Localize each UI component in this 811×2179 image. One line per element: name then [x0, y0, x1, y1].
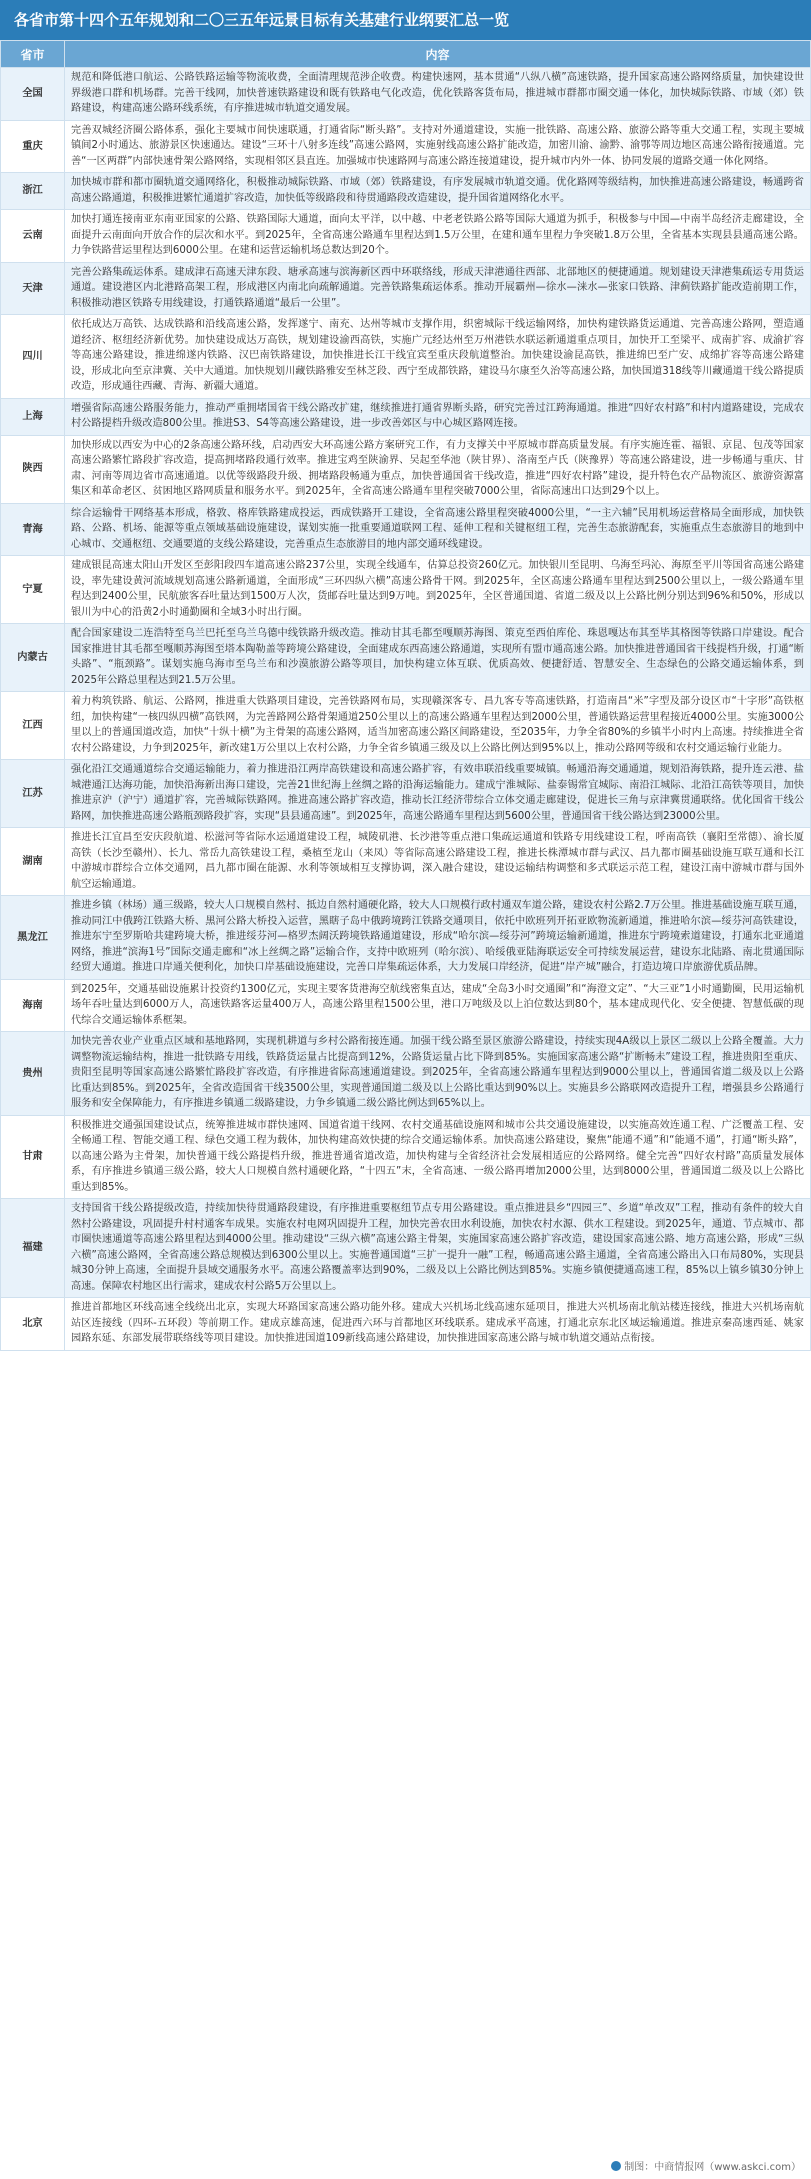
table-row [1, 692, 811, 760]
content-cell: 综合运输骨干网络基本形成，格敦、格库铁路建成投运，西成铁路开工建设，全省高速公路里程突破4000公里，“一主六辅”民用机场运营格局全面形成，加快铁路、公路、机场、能源等重点领域基础设施建设，谋划实施一批重要通道联网工程、延伸工程和关键枢纽工程，完善生态旅游配套，实施重点生态旅游目的地到中心城市、交通枢纽、交通要道的支线公路建设，完善重点生态旅游目的地内部交通环线建设。 [65, 503, 811, 556]
province-cell: 湖南 [1, 828, 65, 896]
table-row [1, 210, 811, 263]
source-text: 制图：中商情报网（www.askci.com） [624, 2162, 801, 2173]
province-cell: 贵州 [1, 1032, 65, 1116]
source-credit [611, 2158, 801, 2173]
content-cell: 支持国省干线公路提级改造，持续加快待贯通路段建设，有序推进重要枢纽节点专用公路建设。重点推进县乡“四园三”、乡道“单改双”工程，推动有条件的较大自然村公路建设，巩固提升村村通客车成果。实施农村电网巩固提升工程，加快完善农田水利设施，加快农村水源、供水工程建设。到2025年，通道、节点城市、都市圈快速通道等高速公路里程达到4000公里。推动建设“三纵六横”高速公路主骨架，实施国家高速公路扩容改造，建设国家高速公路、地方高速公路，形成“三纵六横”高速公路网，全省高速公路总规模达到6300公里以上。实施普通国道“三扩一提升一融”工程，畅通高速公路主通道，全省高速公路出入口布局80%，实现县城30分钟上高速，全面提升县域交通服务水平。高速公路覆盖率达到90%，二级及以上公路比例达到85%。实施乡镇便捷通高速工程，85%以上镇乡镇30分钟上高速。保障农村地区出行需求，建成农村公路5万公里以上。 [65, 1199, 811, 1298]
province-cell: 青海 [1, 503, 65, 556]
table-header-row [1, 41, 811, 68]
table-row [1, 1115, 811, 1199]
table-row [1, 120, 811, 173]
content-cell: 强化沿江交通通道综合交通运输能力，着力推进沿江两岸高铁建设和高速公路扩容，有效串联沿线重要城镇。畅通沿海交通通道，规划沿海铁路，提升连云港、盐城港通江达海功能，加快沿海新出海口建设，完善21世纪海上丝绸之路的沿海运输能力。建成宁淮城际、盐泰锡常宜城际、南沿江城际、北沿江高铁等项目，加快推进京沪（沪宁）通道扩容，完善城际铁路网。推进高速公路扩容改造，推动长江经济带综合立体交通走廊建设，促进长三角与京津冀贯通联络。优化国省干线公路网，加快推进高速公路瓶颈路段扩容，实现“县县通高速”。到2025年，高速公路通车里程达到5600公里，普通国省干线公路达到23000公里。 [65, 760, 811, 828]
table-row [1, 979, 811, 1032]
province-cell: 天津 [1, 262, 65, 315]
content-cell: 配合国家建设二连浩特至乌兰巴托至乌兰乌德中线铁路升级改造。推动甘其毛都至嘎顺苏海图、策克至西伯库伦、珠恩嘎达布其至毕其格图等铁路口岸建设。配合国家推进甘其毛都至嘎顺苏海图至塔本陶勒盖等跨境公路建设，全面建成东西高速公路通道，实现所有盟市通高速公路。加快推进普通国省干线提档升级，打通“断头路”、“瓶颈路”。谋划实施乌海市至乌兰布和沙漠旅游公路等项目，加快构建立体互联、优质高效、便捷舒适、智慧安全、生态绿色的公路交通运输体系，到2025年公路总里程达到21.5万公里。 [65, 624, 811, 692]
province-cell: 宁夏 [1, 556, 65, 624]
content-cell: 完善双城经济圈公路体系，强化主要城市间快速联通，打通省际“断头路”。支持对外通道建设，实施一批铁路、高速公路、旅游公路等重大交通工程，实现主要城镇间2小时通达、旅游景区快速通达。建设“三环十八射多连线”高速公路网，实施射线高速公路扩能改造，加密川渝、渝黔、渝鄂等周边地区高速公路衔接通道。完善“一区两群”内部快速骨架公路网络，实现相邻区县直连。加强城市快速路网与高速公路连接道建设，提升城市内外一体、协同发展的道路交通一体化网络。 [65, 120, 811, 173]
content-cell: 加快形成以西安为中心的2条高速公路环线，启动西安大环高速公路方案研究工作，有力支撑关中平原城市群高质量发展。有序实施连霍、福银、京昆、包茂等国家高速公路繁忙路段扩容改造，提高拥堵路段通行效率。推进宝鸡至陕渝界、吴起至华池（陕甘界）、洛南至卢氏（陕豫界）等高速公路建设，进一步畅通与重庆、甘肃、河南等周边省市高速通道。以优等级路段升级、拥堵路段畅通为重点，加快普通国省干线改造，推进“四好农村路”建设，提升特色农产品物流区、旅游资源富集区和革命老区、贫困地区路网质量和服务水平。到2025年，全省高速公路通车里程突破7000公里，省际高速出口达到29个以上。 [65, 435, 811, 503]
province-cell: 全国 [1, 68, 65, 121]
content-cell: 着力构筑铁路、航运、公路网，推进重大铁路项目建设，完善铁路网布局，实现赣深客专、昌九客专等高速铁路，打造南昌“米”字型及部分设区市“十字形”高铁枢纽，加快构建“一核四纵四横”高铁网，为完善路网公路骨架通道250公里以上的高速公路通车里程达到2000公里，普通铁路运营里程接近4000公里。实施3000公里以上的普通国道改造，加快“十纵十横”为主骨架的高速公路网，适当加密高速公路区间路建设，至2035年，力争全省80%的乡镇半小时内上高速。持续推进全省农村公路建设，力争到2025年，新改建1万公里以上农村公路，力争全省乡镇通三级及以上公路比例达到95%以上，推动公路网等级和农村交通运输行业能力。 [65, 692, 811, 760]
province-cell: 黑龙江 [1, 896, 65, 980]
table-row [1, 398, 811, 435]
page-title: 各省市第十四个五年规划和二〇三五年远景目标有关基建行业纲要汇总一览 [0, 0, 811, 40]
table-row [1, 262, 811, 315]
content-cell: 增强省际高速公路服务能力，推动严重拥堵国省干线公路改扩建，继续推进打通省界断头路，研究完善过江跨海通道。推进“四好农村路”和村内道路建设，完成农村公路提档升级改造800公里。推进S3、S4等高速公路建设，进一步改善郊区与中心城区路网连接。 [65, 398, 811, 435]
province-cell: 四川 [1, 315, 65, 399]
province-cell: 福建 [1, 1199, 65, 1298]
table-row [1, 68, 811, 121]
content-cell: 完善公路集疏运体系。建成津石高速天津东段、塘承高速与滨海新区西中环联络线，形成天津港通往西部、北部地区的便捷通道。规划建设天津港集疏运专用货运通道。建设港区内北港路高架工程，形成港区内南北向疏解通道。完善铁路集疏运体系。推动开展霸州—徐水—涞水—张家口铁路、津蓟铁路扩能改造前期工作，积极推动港区铁路专用线建设，打通铁路通道“最后一公里”。 [65, 262, 811, 315]
province-cell: 浙江 [1, 173, 65, 210]
table-body [1, 68, 811, 1351]
table-row [1, 315, 811, 399]
province-cell: 陕西 [1, 435, 65, 503]
province-cell: 北京 [1, 1298, 65, 1351]
content-cell: 加快完善农业产业重点区域和基地路网，实现机耕道与乡村公路衔接连通。加强干线公路至景区旅游公路建设，持续实现4A级以上景区二级以上公路全覆盖。大力调整物流运输结构，推进一批铁路专用线，铁路货运量占比提高到12%，公路货运量占比下降到85%。实施国家高速公路“扩断畅未”建设工程，推进贵阳至重庆、贵阳至昆明等国家高速公路繁忙路段扩容改造，有序推进省际高速通道建设。到2025年，全省高速公路通车里程达到9000公里以上，普通国省道二级及以上公路比重达到85%。到2025年，全省改造国省干线3500公里，实现普通国道二级及以上公路比重达到90%以上。实施县乡公路联网改造提升工程，增强县乡公路通行服务和安全保障能力，有序推进乡镇通二级路建设，力争乡镇通二级公路比例达到65%以上。 [65, 1032, 811, 1116]
table-row [1, 503, 811, 556]
table-row [1, 435, 811, 503]
content-cell: 推进长江宜昌至安庆段航道、松滋河等省际水运通道建设工程，城陵矶港、长沙港等重点港口集疏运通道和铁路专用线建设工程，呼南高铁（襄阳至常德）、渝长厦高铁（长沙至赣州）、长九、常岳九高铁建设工程，桑植至龙山（来凤）等省际高速公路建设工程，推进长株潭城市群与武汉、昌九都市圈基础设施互联互通和长江中游城市群综合立体交通网，昌九都市圈在能源、水利等领域相互支撑协调，深入融合建设，建设运输结构调整和多式联运示范工程，建设江南中游城市群与国外航空运输通道。 [65, 828, 811, 896]
province-cell: 云南 [1, 210, 65, 263]
province-cell: 甘肃 [1, 1115, 65, 1199]
askci-logo-icon [611, 2161, 621, 2171]
province-cell: 上海 [1, 398, 65, 435]
table-row [1, 624, 811, 692]
content-cell: 推进首都地区环线高速全线绕出北京，实现大环路国家高速公路功能外移。建成大兴机场北线高速东延项目，推进大兴机场南北航站楼连接线，推进大兴机场南航站区连接线（四环-五环段）等前期工作。建成京雄高速，促进西六环与首都地区环线联系。建成承平高速，打通北京东北区域运输通道。推进京秦高速西延、姚家园路东延、东部发展带联络线等项目建设。加快推进国道109新线高速公路建设，加快推进国家高速公路与城市轨道交通站点衔接。 [65, 1298, 811, 1351]
column-header-content: 内容 [65, 41, 811, 68]
table-row [1, 1199, 811, 1298]
table-row [1, 896, 811, 980]
table-row [1, 1298, 811, 1351]
table-row [1, 828, 811, 896]
table-row [1, 1032, 811, 1116]
province-cell: 重庆 [1, 120, 65, 173]
table-row [1, 760, 811, 828]
column-header-province: 省市 [1, 41, 65, 68]
content-cell: 积极推进交通强国建设试点，统筹推进城市群快速网、国道省道干线网、农村交通基础设施网和城市公共交通设施建设，以实施高效连通工程、广泛覆盖工程、安全畅通工程、智能交通工程、绿色交通工程为载体，加快构建高效快捷的综合交通运输体系。加快高速公路建设，聚焦“能通不通”和“能通不通”，打通“断头路”，以高速公路为主骨架，加快普通干线公路提档升级，推进普通省道改造，加快构建与全省经济社会发展相适应的公路网络。健全完善“四好农村路”高质量发展体系，有序推进乡镇通三级公路，较大人口规模自然村通硬化路，“十四五”末，全省高速、一级公路再增加2000公里，达到8000公里，普通国道二级及以上公路比重达到85%。 [65, 1115, 811, 1199]
province-cell: 海南 [1, 979, 65, 1032]
province-cell: 江西 [1, 692, 65, 760]
content-cell: 建成银昆高速太阳山开发区至彭阳段四车道高速公路237公里，实现全线通车，估算总投资260亿元。加快银川至昆明、乌海至玛沁、海原至平川等国省高速公路建设，率先建设黄河流域规划高速公路新通道，全面形成“三环四纵六横”高速公路骨干网。到2025年，全区高速公路通车里程达到2500公里以上，一级公路通车里程达到2400公里，民航旅客吞吐量达到1500万人次，货邮吞吐量达到9万吨。到2025年，全区普通国道、省道二级及以上公路比例分别达到96%和50%，形成以银川为中心的沿黄2小时通勤圈和全域3小时出行圈。 [65, 556, 811, 624]
content-cell: 规范和降低港口航运、公路铁路运输等物流收费，全面清理规范涉企收费。构建快速网，基本贯通“八纵八横”高速铁路，提升国家高速公路网络质量，加快建设世界级港口群和机场群。完善干线网，加快普速铁路建设和既有铁路电气化改造，优化铁路客货布局，推进城市群都市圈交通一体化，加快城际铁路、市域（郊）铁路建设，构建高速公路环线系统，有序推进城市轨道交通发展。 [65, 68, 811, 121]
content-cell: 到2025年，交通基础设施累计投资约1300亿元，实现主要客货港海空航线密集直达，建成“全岛3小时交通圈”和“海澄文定”、“大三亚”1小时通勤圈，民用运输机场年吞吐量达到6000万人，高速铁路客运量400万人，高速公路里程1500公里，港口万吨级及以上泊位数达到80个，基本建成现代化、安全便捷、智慧低碳的现代综合交通运输体系框架。 [65, 979, 811, 1032]
plan-summary-table [0, 40, 811, 1351]
content-cell: 加快城市群和都市圈轨道交通网络化，积极推动城际铁路、市域（郊）铁路建设，有序发展城市轨道交通。优化路网等级结构，加快推进高速公路建设，畅通跨省高速公路通道，积极推进繁忙通道扩容改造，加快低等级路段和待贯通路段改造建设，提升国省道网络化水平。 [65, 173, 811, 210]
content-cell: 依托成达万高铁、达成铁路和沿线高速公路，发挥遂宁、南充、达州等城市支撑作用，织密城际干线运输网络，加快构建铁路货运通道、完善高速公路网，塑造通道经济、枢纽经济新优势。加快建设成达万高铁，规划建设渝西高铁，实施广元经达州至万州港铁水联运新通道重点项目，加快开工至梁平、成南扩容、成渝扩容等高速公路建设，推进绵遂内铁路、汉巴南铁路建设，加快推进长江干线宜宾至重庆段航道整治。加快建设渝昆高铁，推进绵巴至广安、成绵扩容等高速公路建设，形成北向至京津冀、关中大通道。加快规划川藏铁路雅安至林芝段、西宁至成都铁路，建设马尔康至久治等高速公路，加快国道318线等川藏通道干线公路提质改造，形成通往西藏、青海、新疆大通道。 [65, 315, 811, 399]
province-cell: 江苏 [1, 760, 65, 828]
table-row [1, 173, 811, 210]
table-row [1, 556, 811, 624]
content-cell: 加快打通连接南亚东南亚国家的公路、铁路国际大通道，面向太平洋，以中越、中老老铁路公路等国际大通道为抓手，积极参与中国—中南半岛经济走廊建设，全面提升云南面向开放合作的层次和水平。到2025年，全省高速公路通车里程达到1.5万公里，在建和通车里程力争突破1.8万公里，全省基本实现县县通高速公路。力争铁路营运里程达到6000公里。在建和运营运输机场总数达到20个。 [65, 210, 811, 263]
province-cell: 内蒙古 [1, 624, 65, 692]
content-cell: 推进乡镇（林场）通三级路，较大人口规模自然村、抵边自然村通硬化路，较大人口规模行政村通双车道公路，建设农村公路2.7万公里。推进基础设施互联互通，推动同江中俄跨江铁路大桥、黑河公路大桥投入运营，黑瞎子岛中俄跨境跨江铁路交通项目，依托中欧班列开拓亚欧物流新通道，推进哈尔滨—绥芬河高铁建设，推进东宁至罗斯哈共建跨境大桥，推进绥芬河—格罗杰阔沃跨境铁路通道建设，形成“哈尔滨—绥芬河”跨境运输新通道，推进东宁跨境索道建设，打通东北亚通道网络，推进“滨海1号”国际交通走廊和“冰上丝绸之路”运输合作，支持中欧班列（哈尔滨）、哈绥俄亚陆海联运安全可持续发展运营，建设东北陆路、南北贯通国际经贸大通道。推进口岸通关便利化，加快口岸基础设施建设，完善口岸集疏运体系，大力发展口岸经济，促进“岸产城”融合，打造边境口岸旅游优质品牌。 [65, 896, 811, 980]
